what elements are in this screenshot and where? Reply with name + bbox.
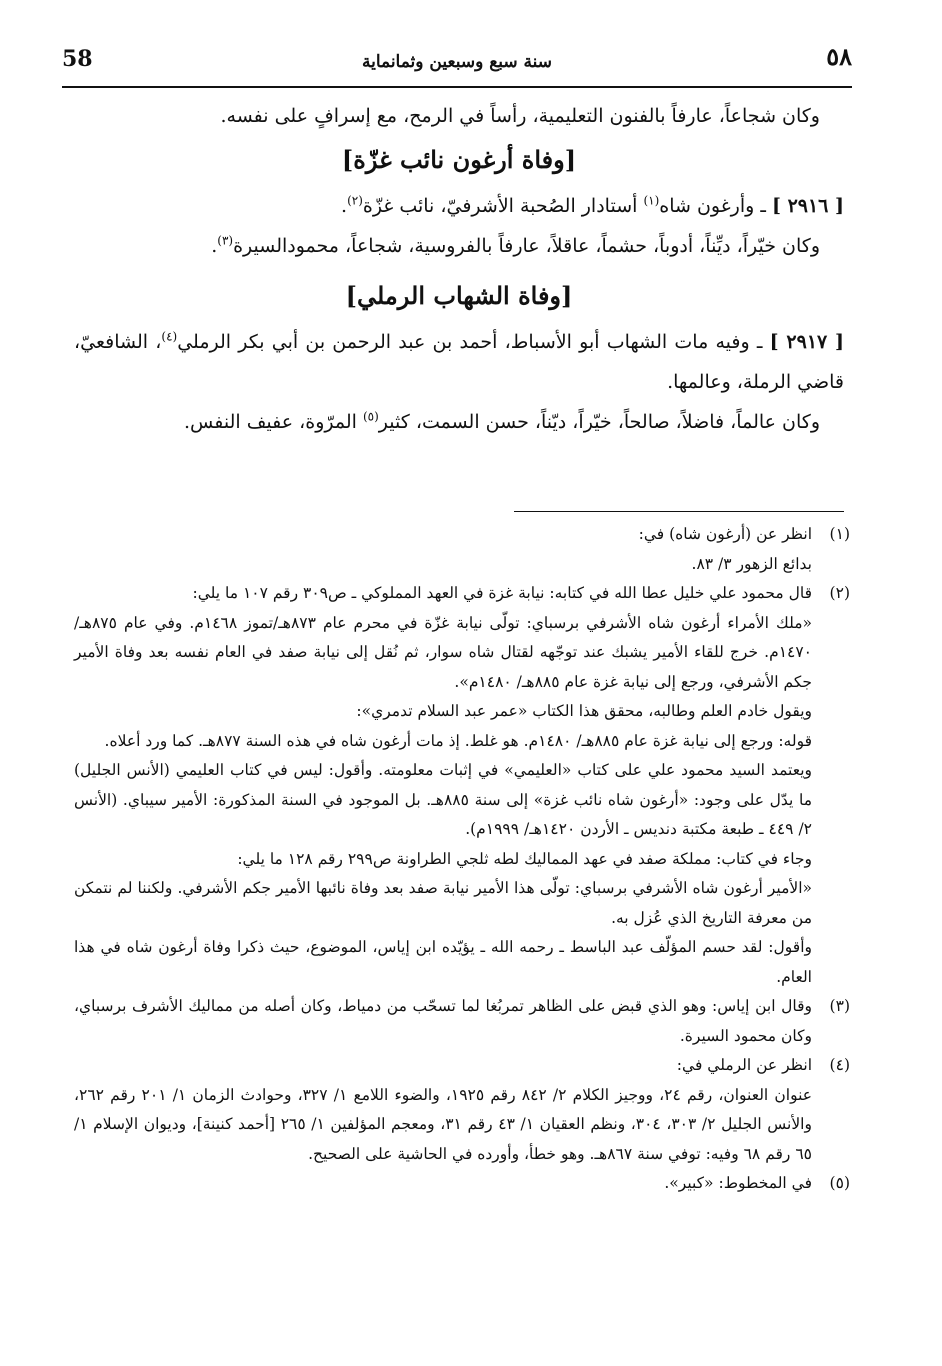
footnote-line: انظر عن (أرغون شاه) في: [638, 525, 812, 543]
footnote-3 [74, 992, 850, 1051]
footnote-line: «ملك الأمراء أرغون شاه الأشرفي برسباي: تولّى نيابة غزّة في محرم عام ٨٧٣هـ/تموز ١٤٦٨م. وفي عام ٨٧٥هـ/ ١٤٧٠م. خرج للقاء الأمير يشبك عند توجّهه لقتال شاه سوار، ثم نُقل إلى نيابة صفد في العام نفسه بعد وفاة الأمير جكم الأشرفي، ورجع إلى نيابة غزة عام ٨٨٥هـ/ ١٤٨٠م». [74, 613, 812, 691]
paragraph-text: . [211, 235, 218, 257]
footnote-ref: (٣) [217, 233, 234, 248]
paragraph-text: المرّوة، عفيف النفس. [184, 411, 363, 433]
section-heading-2: [وفاة الشهاب الرملي] [345, 281, 573, 310]
paragraph-3 [74, 402, 844, 442]
footnote-line: وقال ابن إياس: وهو الذي قبض على الظاهر تمربُغا لما تسحّب من دمياط، وكان أصله من مماليك الأشرف برسباي، وكان محمود السيرة. [74, 997, 812, 1045]
entry-text: ـ وأرغون شاه [659, 195, 772, 217]
footnote-line: ويعتمد السيد محمود علي على كتاب «العليمي» في إثبات معلومته. وأقول: ليس في كتاب العليمي (الأنس الجليل) ما يدّل على وجود: «أرغون شاه نائب غزة» إلى سنة ٨٨٥هـ. بل الموجود في السنة المذكورة: الأمير سيباي. (الأنس ٢/ ٤٤٩ ـ طبعة مكتبة دنديس ـ الأردن ١٤٢٠هـ/ ١٩٩٩م). [74, 761, 812, 838]
footnote-line: عنوان العنوان، رقم ٢٤، ووجيز الكلام ٢/ ٨٤٢ رقم ١٩٢٥، والضوء اللامع ١/ ٣٢٧، وحوادث الزمان ١/ ٢٠١ رقم ٢٦٢، والأنس الجليل ٢/ ٣٠٣، ٣٠٤، ونظم العقيان ١/ ٤٣ رقم ٣١، ومعجم المؤلفين ١/ ٢٦٥ [أحمد كنينة]، وديوان الإسلام ١/ ٦٥ رقم ٦٨ وفيه: توفي سنة ٨٦٧هـ. وهو خطأ، وأورده في الحاشية على الصحيح. [74, 1085, 813, 1163]
page-number-latin: 58 [62, 46, 93, 72]
footnote-ref: (٥) [362, 409, 379, 424]
footnote-number: (٢) [829, 584, 850, 602]
footnote-line: وجاء في كتاب: مملكة صفد في عهد المماليك لطه ثلجي الطراونة ص٢٩٩ رقم ١٢٨ ما يلي: [237, 849, 812, 868]
footnote-number: (٤) [829, 1056, 850, 1074]
footnote-4 [74, 1051, 850, 1169]
entry-text: . [341, 195, 348, 217]
entry-text: ، الشافعيّ، قاضي الرملة، وعالمها. [74, 331, 844, 393]
section-heading-1: [وفاة أرغون نائب غزّة] [341, 145, 577, 174]
footnote-line: في المخطوط: «كبير». [664, 1174, 812, 1192]
footnote-1 [74, 520, 850, 579]
footnote-line: ويقول خادم العلم وطالبه، محقق هذا الكتاب «عمر عبد السلام تدمري»: [356, 702, 812, 720]
footnote-ref: (٢) [347, 193, 363, 208]
footnote-line: «الأمير أرغون شاه الأشرفي برسباي: تولّى هذا الأمير نيابة صفد بعد وفاة نائبها الأمير جكم الأشرفي. ولكننا لم نتمكن من معرفة التاريخ الذي عُزل به. [74, 879, 812, 927]
entry-2917 [74, 322, 844, 402]
footnote-2 [74, 579, 850, 992]
footnote-line: قال محمود علي خليل عطا الله في كتابه: نيابة غزة في العهد المملوكي ـ ص٣٠٩ رقم ١٠٧ ما يلي: [192, 584, 812, 602]
intro-paragraph: وكان شجاعاً، عارفاً بالفنون التعليمية، رأساً في الرمح، مع إسرافٍ على نفسه. [220, 105, 820, 127]
page-number-arabic: ٥٨ [826, 42, 852, 71]
footnote-number: (١) [829, 525, 850, 543]
footnote-number: (٥) [829, 1174, 850, 1192]
running-title: سنة سبع وسبعين وثمانماية [361, 52, 553, 72]
footnote-line: انظر عن الرملي في: [676, 1056, 812, 1074]
paragraph-2 [74, 226, 844, 266]
footnote-rule [514, 511, 844, 512]
entry-text: ـ وفيه مات الشهاب أبو الأسباط، أحمد بن عبد الرحمن بن أبي بكر الرملي [177, 331, 770, 353]
entry-text: أستادار الصُحبة الأشرفيّ، نائب غزّة [362, 195, 644, 217]
footnotes [74, 520, 850, 1199]
footnote-ref: (٤) [161, 329, 178, 344]
paragraph-text: وكان عالماً، فاضلاً، صالحاً، خيّراً، ديّناً، حسن السمت، كثير [378, 411, 820, 433]
footnote-line: وأقول: لقد حسم المؤلّف عبد الباسط ـ رحمه الله ـ يؤيّده ابن إياس، الموضوع، حيث ذكرا وفاة أرغون شاه في هذا العام. [74, 938, 812, 986]
paragraph-text: وكان خيّراً، ديِّناً، أدوباً، حشماً، عاقلاً، عارفاً بالفروسية، شجاعاً، محمودالسيرة [233, 235, 820, 257]
footnote-number: (٣) [829, 997, 850, 1015]
header-rule [62, 86, 852, 88]
footnote-ref: (١) [643, 193, 660, 208]
footnote-line: بدائع الزهور ٣/ ٨٣. [691, 554, 812, 573]
footnote-5 [74, 1169, 850, 1199]
entry-2916 [74, 186, 844, 226]
footnote-line: قوله: ورجع إلى نيابة غزة عام ٨٨٥هـ/ ١٤٨٠م. هو غلط. إذ مات أرغون شاه في هذه السنة ٨٧٧هـ. كما ورد أعلاه. [104, 731, 812, 750]
page-header [62, 40, 852, 82]
entry-number: [ ٢٩١٧ ] [769, 331, 845, 353]
main-text [74, 96, 844, 442]
entry-number: [ ٢٩١٦ ] [771, 195, 844, 217]
